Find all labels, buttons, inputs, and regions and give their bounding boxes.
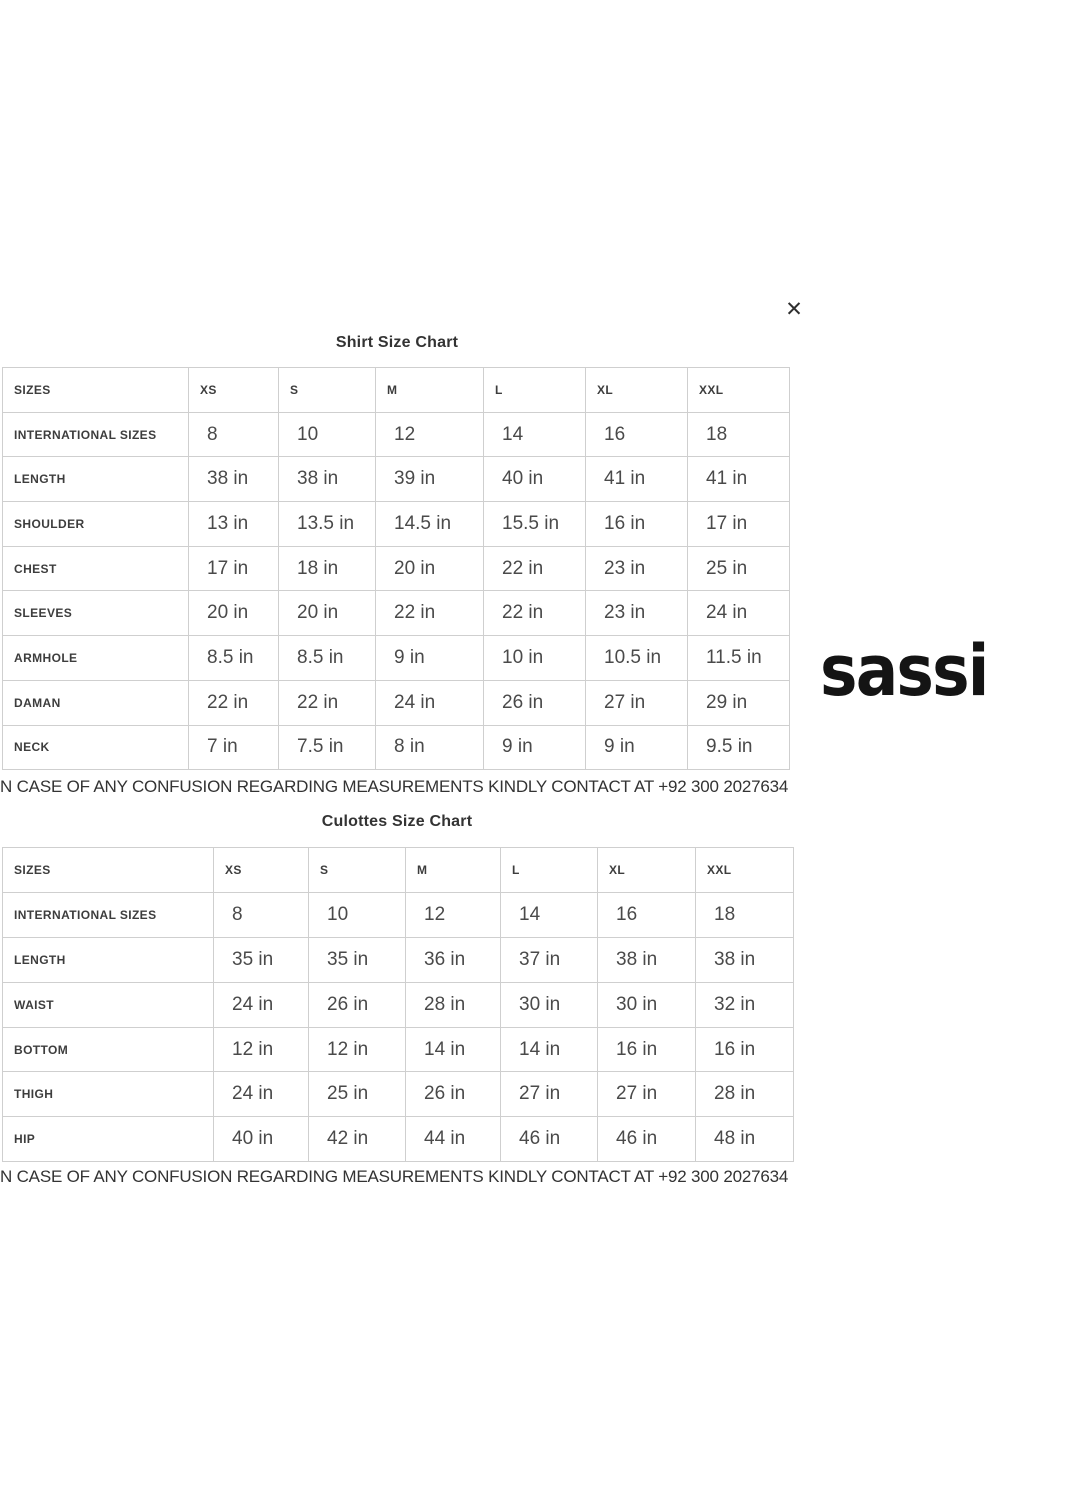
measurement-cell: 22 in: [484, 591, 586, 636]
measurement-cell: 15.5 in: [484, 502, 586, 547]
measurement-cell: 24 in: [688, 591, 790, 636]
table-row: [3, 1117, 794, 1162]
measurement-cell: 9 in: [586, 725, 688, 770]
row-label: SLEEVES: [3, 591, 189, 636]
measurement-cell: 24 in: [214, 1072, 309, 1117]
measurement-cell: 30 in: [598, 982, 696, 1027]
measurement-cell: 10.5 in: [586, 636, 688, 681]
measurement-cell: 46 in: [501, 1117, 598, 1162]
row-label: DAMAN: [3, 680, 189, 725]
measurement-cell: 17 in: [688, 502, 790, 547]
measurement-cell: 12: [376, 412, 484, 457]
culottes-size-table: [2, 847, 794, 1162]
measurement-cell: 27 in: [598, 1072, 696, 1117]
close-icon[interactable]: ✕: [781, 296, 807, 322]
row-label: LENGTH: [3, 457, 189, 502]
row-label: WAIST: [3, 982, 214, 1027]
measurement-cell: 35 in: [214, 937, 309, 982]
measurement-cell: 16 in: [586, 502, 688, 547]
measurement-cell: 22 in: [279, 680, 376, 725]
measurement-cell: 44 in: [406, 1117, 501, 1162]
shirt-size-table: [2, 367, 790, 770]
table-row: [3, 636, 790, 681]
table-row: [3, 457, 790, 502]
measurement-cell: 18: [688, 412, 790, 457]
measurement-cell: 28 in: [696, 1072, 794, 1117]
measurement-cell: 26 in: [484, 680, 586, 725]
header-row: [3, 368, 790, 413]
measurement-cell: 18 in: [279, 546, 376, 591]
measurement-cell: 10: [279, 412, 376, 457]
culottes-chart-title: Culottes Size Chart: [321, 813, 473, 830]
measurement-cell: 8: [189, 412, 279, 457]
table-row: [3, 937, 794, 982]
column-header: XL: [586, 368, 688, 413]
measurement-cell: 38 in: [598, 937, 696, 982]
row-label: BOTTOM: [3, 1027, 214, 1072]
table-row: [3, 1072, 794, 1117]
measurement-cell: 8 in: [376, 725, 484, 770]
measurement-cell: 9 in: [484, 725, 586, 770]
measurement-cell: 9.5 in: [688, 725, 790, 770]
table-row: [3, 502, 790, 547]
measurement-cell: 11.5 in: [688, 636, 790, 681]
measurement-cell: 30 in: [501, 982, 598, 1027]
measurement-cell: 28 in: [406, 982, 501, 1027]
measurement-cell: 7.5 in: [279, 725, 376, 770]
column-header: XXL: [696, 848, 794, 893]
measurement-cell: 14: [501, 892, 598, 937]
row-label: ARMHOLE: [3, 636, 189, 681]
measurement-cell: 26 in: [406, 1072, 501, 1117]
measurement-cell: 40 in: [484, 457, 586, 502]
measurement-cell: 42 in: [309, 1117, 406, 1162]
measurement-cell: 8: [214, 892, 309, 937]
measurement-cell: 36 in: [406, 937, 501, 982]
measurement-cell: 25 in: [309, 1072, 406, 1117]
column-header: XS: [189, 368, 279, 413]
measurement-cell: 13 in: [189, 502, 279, 547]
measurement-cell: 41 in: [586, 457, 688, 502]
measurement-cell: 26 in: [309, 982, 406, 1027]
culottes-chart-note: N CASE OF ANY CONFUSION REGARDING MEASUREMENTS KINDLY CONTACT AT +92 300 2027634: [0, 1167, 789, 1186]
row-label: NECK: [3, 725, 189, 770]
measurement-cell: 48 in: [696, 1117, 794, 1162]
column-header: L: [484, 368, 586, 413]
table-row: [3, 1027, 794, 1072]
row-label: INTERNATIONAL SIZES: [3, 412, 189, 457]
measurement-cell: 17 in: [189, 546, 279, 591]
measurement-cell: 7 in: [189, 725, 279, 770]
table-row: [3, 412, 790, 457]
measurement-cell: 37 in: [501, 937, 598, 982]
measurement-cell: 41 in: [688, 457, 790, 502]
table-row: [3, 892, 794, 937]
measurement-cell: 32 in: [696, 982, 794, 1027]
measurement-cell: 27 in: [501, 1072, 598, 1117]
measurement-cell: 12: [406, 892, 501, 937]
measurement-cell: 22 in: [189, 680, 279, 725]
measurement-cell: 12 in: [214, 1027, 309, 1072]
column-header: S: [309, 848, 406, 893]
measurement-cell: 14.5 in: [376, 502, 484, 547]
column-header: XXL: [688, 368, 790, 413]
row-label: HIP: [3, 1117, 214, 1162]
shirt-chart-note: N CASE OF ANY CONFUSION REGARDING MEASUREMENTS KINDLY CONTACT AT +92 300 2027634: [0, 777, 789, 796]
row-label: THIGH: [3, 1072, 214, 1117]
measurement-cell: 22 in: [484, 546, 586, 591]
table-row: [3, 680, 790, 725]
measurement-cell: 14 in: [501, 1027, 598, 1072]
column-header: SIZES: [3, 368, 189, 413]
table-row: [3, 725, 790, 770]
measurement-cell: 10: [309, 892, 406, 937]
header-row: [3, 848, 794, 893]
measurement-cell: 10 in: [484, 636, 586, 681]
measurement-cell: 18: [696, 892, 794, 937]
measurement-cell: 38 in: [696, 937, 794, 982]
row-label: INTERNATIONAL SIZES: [3, 892, 214, 937]
measurement-cell: 14: [484, 412, 586, 457]
measurement-cell: 22 in: [376, 591, 484, 636]
measurement-cell: 8.5 in: [279, 636, 376, 681]
measurement-cell: 24 in: [376, 680, 484, 725]
row-label: CHEST: [3, 546, 189, 591]
column-header: M: [376, 368, 484, 413]
column-header: S: [279, 368, 376, 413]
column-header: XL: [598, 848, 696, 893]
measurement-cell: 27 in: [586, 680, 688, 725]
measurement-cell: 35 in: [309, 937, 406, 982]
measurement-cell: 8.5 in: [189, 636, 279, 681]
measurement-cell: 16: [586, 412, 688, 457]
measurement-cell: 16 in: [598, 1027, 696, 1072]
row-label: SHOULDER: [3, 502, 189, 547]
measurement-cell: 38 in: [189, 457, 279, 502]
table-row: [3, 591, 790, 636]
measurement-cell: 14 in: [406, 1027, 501, 1072]
measurement-cell: 20 in: [376, 546, 484, 591]
column-header: XS: [214, 848, 309, 893]
measurement-cell: 12 in: [309, 1027, 406, 1072]
measurement-cell: 20 in: [189, 591, 279, 636]
column-header: M: [406, 848, 501, 893]
measurement-cell: 29 in: [688, 680, 790, 725]
measurement-cell: 46 in: [598, 1117, 696, 1162]
measurement-cell: 25 in: [688, 546, 790, 591]
measurement-cell: 23 in: [586, 591, 688, 636]
measurement-cell: 23 in: [586, 546, 688, 591]
shirt-chart-title: Shirt Size Chart: [335, 334, 459, 351]
sassi-logo: sassi: [820, 630, 988, 712]
measurement-cell: 13.5 in: [279, 502, 376, 547]
measurement-cell: 39 in: [376, 457, 484, 502]
table-row: [3, 546, 790, 591]
row-label: LENGTH: [3, 937, 214, 982]
table-row: [3, 982, 794, 1027]
column-header: L: [501, 848, 598, 893]
measurement-cell: 20 in: [279, 591, 376, 636]
measurement-cell: 38 in: [279, 457, 376, 502]
measurement-cell: 40 in: [214, 1117, 309, 1162]
measurement-cell: 24 in: [214, 982, 309, 1027]
measurement-cell: 16 in: [696, 1027, 794, 1072]
measurement-cell: 9 in: [376, 636, 484, 681]
measurement-cell: 16: [598, 892, 696, 937]
column-header: SIZES: [3, 848, 214, 893]
